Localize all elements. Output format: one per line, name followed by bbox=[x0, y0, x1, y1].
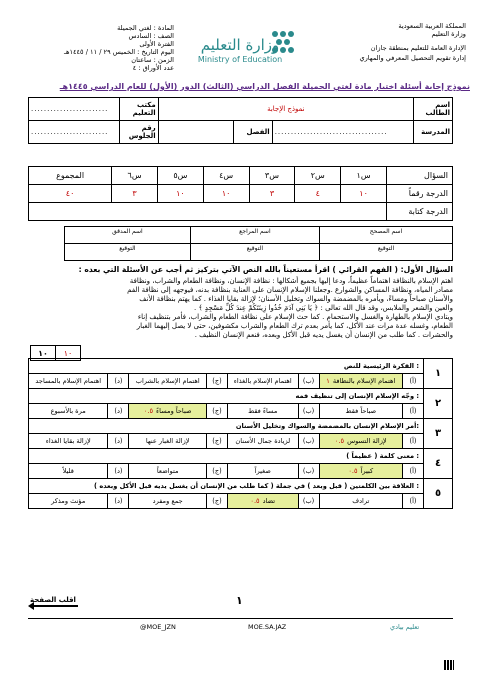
signature[interactable]: التوقيع bbox=[319, 244, 452, 261]
header-line: إدارة تقويم التحصيل المعرفي والمهاري bbox=[359, 54, 466, 62]
option-label-text: قليلاً bbox=[62, 467, 74, 475]
question-row bbox=[29, 359, 453, 374]
reviewer-name: اسم المراجع bbox=[190, 227, 319, 244]
class-field[interactable] bbox=[159, 121, 234, 143]
question-number: ٥ bbox=[424, 479, 453, 509]
seat-label: رقم الجلوس bbox=[119, 121, 158, 144]
question-number: ٤ bbox=[424, 449, 453, 479]
option-letter: (أ) bbox=[403, 464, 424, 479]
grade-value: ٣ bbox=[249, 185, 295, 203]
q1-passage bbox=[28, 277, 453, 340]
option-label-text: لإزالة الغبار عنها bbox=[145, 437, 190, 445]
option-label-text: جمع ومفرد bbox=[152, 497, 183, 505]
option-text[interactable] bbox=[227, 434, 298, 449]
grade-header: السؤال bbox=[387, 167, 453, 185]
option-label-text: مساءً فقط bbox=[248, 407, 278, 415]
seat-field[interactable]: ........................ bbox=[29, 121, 120, 144]
options-row bbox=[29, 434, 453, 449]
grade-header: س٥ bbox=[157, 167, 203, 185]
option-text[interactable] bbox=[227, 464, 298, 479]
exam-info-line: اليوم التاريخ : الخميس ٢٩ / ١١ / ١٤٤٥هـ bbox=[64, 48, 174, 56]
exam-info-line: الصف : السادس bbox=[128, 32, 174, 40]
option-text[interactable] bbox=[129, 374, 207, 389]
question-text: معنى كلمة ( عظيماً ) : bbox=[29, 449, 424, 464]
question-number: ١ bbox=[424, 359, 453, 389]
option-label-text: كبيراً bbox=[360, 467, 374, 475]
option-text[interactable] bbox=[319, 404, 402, 419]
office-field[interactable]: ........................ bbox=[29, 98, 120, 121]
option-text[interactable] bbox=[29, 464, 108, 479]
option-text[interactable] bbox=[129, 494, 207, 509]
passage-line: ويتادي الإسلام بالطهارة والغسل والاستحمام . كما حث الإسلام على نظافة الطعام والشراب، فأمر بتنظيف إناء bbox=[137, 313, 453, 321]
grade-value: ١٠ bbox=[341, 185, 387, 203]
option-label-text: اهتمام الإسلام بالغذاء bbox=[233, 377, 292, 385]
grade-header: المجموع bbox=[29, 167, 112, 185]
option-label-text: لإزالة بقايا الغذاء bbox=[45, 437, 91, 445]
option-label-text: تضاد bbox=[262, 497, 276, 505]
written-label: الدرجة كتابة bbox=[387, 203, 453, 221]
option-text[interactable] bbox=[319, 464, 402, 479]
page-number: ١ bbox=[236, 594, 243, 607]
class-label: الفصل bbox=[233, 121, 272, 143]
option-letter: (ج) bbox=[206, 374, 227, 389]
mark-value: ٠.٥ bbox=[348, 467, 358, 475]
option-label-text: صباحاً فقط bbox=[345, 407, 377, 415]
option-letter: (ب) bbox=[298, 494, 319, 509]
option-text[interactable] bbox=[319, 494, 402, 509]
passage-line: والعين والشعر والملابس، وقد قال الله تعالى : ﴿ يَا بَنِي آدَمَ خُذُوا زِينَتَكُمْ عِندَ كُلِّ مَسْجِدٍ ﴾ . bbox=[194, 304, 453, 312]
grade-value: ٣ bbox=[112, 185, 158, 203]
corrector-name: اسم المصحح bbox=[319, 227, 452, 244]
option-label-text: اهتمام الإسلام بالنظافة bbox=[332, 377, 396, 385]
student-label: اسم الطالب bbox=[414, 98, 453, 121]
school-field[interactable]: ................................... bbox=[274, 128, 388, 136]
mark-value: ٠.٥ bbox=[334, 437, 345, 445]
qr-code-icon bbox=[444, 660, 454, 670]
passage-line: اهتم الإسلام بالنظافة اهتماماً عظيماً، ودعا إليها بجميع أشكالها : نظافة الإنسان، ونظافة الطعام والشراب، ونظافة bbox=[129, 277, 453, 285]
option-letter: (ب) bbox=[298, 434, 319, 449]
option-text[interactable] bbox=[319, 374, 402, 389]
option-letter: (ج) bbox=[206, 434, 227, 449]
question-number: ٣ bbox=[424, 419, 453, 449]
next-page-arrow-icon bbox=[32, 605, 78, 607]
passage-line: الطعام، وغسله عدة مرات عند الأكل، كما يأمر بعدم ترك الطعام والشراب مكشوفين، حتى لا يصل إليهما الغبار bbox=[136, 322, 453, 330]
grade-header: س٦ bbox=[112, 167, 158, 185]
options-row bbox=[29, 494, 453, 509]
option-label-text: صغيراً bbox=[254, 467, 271, 475]
option-text[interactable] bbox=[129, 404, 207, 419]
written-grade-field[interactable] bbox=[29, 203, 387, 221]
option-text[interactable] bbox=[129, 434, 207, 449]
footer-brand: تعليم بيادي bbox=[390, 623, 420, 631]
logo-text-en: Ministry of Education bbox=[197, 55, 283, 64]
office-label: مكتب التعليم bbox=[119, 98, 158, 121]
question-text: وجّه الإسلام الإنسان إلى تنظيف فمه : bbox=[29, 389, 424, 404]
option-letter: (د) bbox=[108, 404, 129, 419]
question-row bbox=[29, 419, 453, 434]
question-row bbox=[29, 449, 453, 464]
header-ministry bbox=[316, 22, 466, 62]
grade-value: ٤ bbox=[295, 185, 341, 203]
option-label-text: لإزالة التسوس bbox=[347, 437, 387, 445]
option-text[interactable] bbox=[227, 494, 298, 509]
signatures-table bbox=[64, 226, 453, 261]
social-twitter[interactable]: @MOE_JZN bbox=[140, 623, 176, 631]
logo-text-ar: وزارة التعليم bbox=[200, 36, 280, 54]
option-letter: (أ) bbox=[403, 434, 424, 449]
options-row bbox=[29, 464, 453, 479]
option-letter: (أ) bbox=[403, 494, 424, 509]
option-text[interactable] bbox=[319, 434, 402, 449]
grades-table bbox=[28, 166, 453, 221]
q1-score: ١٠ bbox=[56, 346, 81, 361]
option-text[interactable] bbox=[227, 404, 298, 419]
option-text[interactable] bbox=[29, 374, 108, 389]
grade-header: س٤ bbox=[203, 167, 249, 185]
mark-value: ٠.٥ bbox=[250, 497, 260, 505]
option-letter: (أ) bbox=[403, 374, 424, 389]
next-page-label: اقلب الصفحة bbox=[30, 596, 76, 604]
question-text: الفكرة الرئيسية للنص : bbox=[29, 359, 424, 374]
option-label-text: صباحاً ومساءً bbox=[156, 407, 192, 415]
footer-divider bbox=[28, 618, 453, 619]
question-text: أمر الإسلام الإنسان بالمضمضة والسواك وتخليل الأسنان: bbox=[29, 419, 424, 434]
option-letter: (ب) bbox=[298, 404, 319, 419]
option-letter: (د) bbox=[108, 464, 129, 479]
passage-line: والأسنان صباحاً ومساءً، ويأمره بالمضمضة والسواك وتخليل الأسنان؛ لإزالة بقايا الغذاء . كما يهتم بنظافة الأنف bbox=[139, 295, 453, 303]
mark-value: ٠.٥ bbox=[143, 407, 154, 415]
student-info-table bbox=[28, 97, 453, 144]
option-letter: (ب) bbox=[298, 374, 319, 389]
page-title: نموذج إجابة أسئلة اختبار مادة لغتي الجميلة الفصل الدراسي (الثالث) الدور (الأول) للعام الدراسي ١٤٤٥هـ bbox=[59, 82, 470, 91]
option-letter: (ج) bbox=[206, 404, 227, 419]
header-exam-info bbox=[14, 24, 174, 72]
option-letter: (أ) bbox=[403, 404, 424, 419]
header-line: وزارة التعليم bbox=[431, 30, 466, 38]
school-label: المدرسة bbox=[414, 121, 453, 144]
numeric-label: الدرجة رقماً bbox=[387, 185, 453, 203]
option-letter: (ب) bbox=[298, 464, 319, 479]
questions-table bbox=[28, 358, 453, 509]
exam-info-line: عدد الأوراق : ٤ bbox=[132, 64, 174, 72]
q1-total: ١٠ bbox=[31, 346, 56, 361]
checker-name: اسم المدقق bbox=[65, 227, 191, 244]
arrow-head-icon bbox=[28, 602, 34, 610]
ministry-logo bbox=[180, 24, 300, 68]
grade-value: ١٠ bbox=[157, 185, 203, 203]
option-label-text: مرة بالأسبوع bbox=[50, 407, 86, 415]
grade-header: س١ bbox=[341, 167, 387, 185]
option-letter: (د) bbox=[108, 434, 129, 449]
option-label-text: اهتمام الإسلام بالشراب bbox=[135, 377, 200, 385]
option-text[interactable] bbox=[129, 464, 207, 479]
options-row bbox=[29, 404, 453, 419]
signature[interactable]: التوقيع bbox=[190, 244, 319, 261]
exam-info-line: الزمن : ساعتان bbox=[131, 56, 174, 64]
option-label-text: اهتمام الإسلام بالمساجد bbox=[35, 377, 102, 385]
q1-heading: السؤال الأول: ( الفهم القرائي ) اقرأ مستعيناً بالله النص الآتي بتركيز ثم أجب عن الأسئلة التي بعده : bbox=[78, 265, 453, 274]
question-text: العلاقة بين الكلمتين ( قبل وبعد ) في جملة ( كما طلب من الإنسان أن يغسل يديه قبل الأكل وبعده ) : bbox=[29, 479, 424, 494]
grade-header: س٣ bbox=[249, 167, 295, 185]
option-text[interactable] bbox=[29, 404, 108, 419]
option-label-text: متواضعاً bbox=[156, 467, 179, 475]
option-text[interactable] bbox=[29, 434, 108, 449]
passage-line: والحشرات . كما طلب من الإنسان أن يغسل يديه قبل الأكل وبعده، فنعم الإنسان النظيف . bbox=[194, 331, 453, 339]
exam-info-line: المادة : لغتي الجميلة bbox=[117, 24, 174, 32]
signature[interactable]: التوقيع bbox=[65, 244, 191, 261]
option-letter: (د) bbox=[108, 374, 129, 389]
option-label-text: ترادف bbox=[352, 497, 370, 505]
grade-value: ٤٠ bbox=[29, 185, 112, 203]
question-number: ٢ bbox=[424, 389, 453, 419]
options-row bbox=[29, 374, 453, 389]
header-line: الإدارة العامة للتعليم بمنطقة جازان bbox=[370, 44, 466, 52]
question-row bbox=[29, 389, 453, 404]
social-site[interactable]: MOE.SA.JAZ bbox=[248, 623, 287, 631]
mark-value: ١ bbox=[326, 377, 330, 385]
option-letter: (ج) bbox=[206, 464, 227, 479]
option-label-text: لزيادة جمال الأسنان bbox=[235, 437, 291, 445]
option-letter: (د) bbox=[108, 494, 129, 509]
grade-value: ١٠ bbox=[203, 185, 249, 203]
passage-line: مصادر المياه، ونظافة المساكن والشوارع .وجعلنا الإسلام الإنسان على العناية بنظافة بدنه، فيوجهه إلى نظافة الفم bbox=[127, 286, 453, 294]
exam-info-line: الفترة الأولى bbox=[139, 40, 174, 48]
option-letter: (ج) bbox=[206, 494, 227, 509]
option-label-text: مؤنث ومذكر bbox=[51, 497, 86, 505]
question-row bbox=[29, 479, 453, 494]
student-name-value[interactable]: نموذج الإجابة bbox=[158, 98, 413, 121]
grade-header: س٢ bbox=[295, 167, 341, 185]
option-text[interactable] bbox=[29, 494, 108, 509]
header-line: المملكة العربية السعودية bbox=[398, 22, 466, 30]
option-text[interactable] bbox=[227, 374, 298, 389]
